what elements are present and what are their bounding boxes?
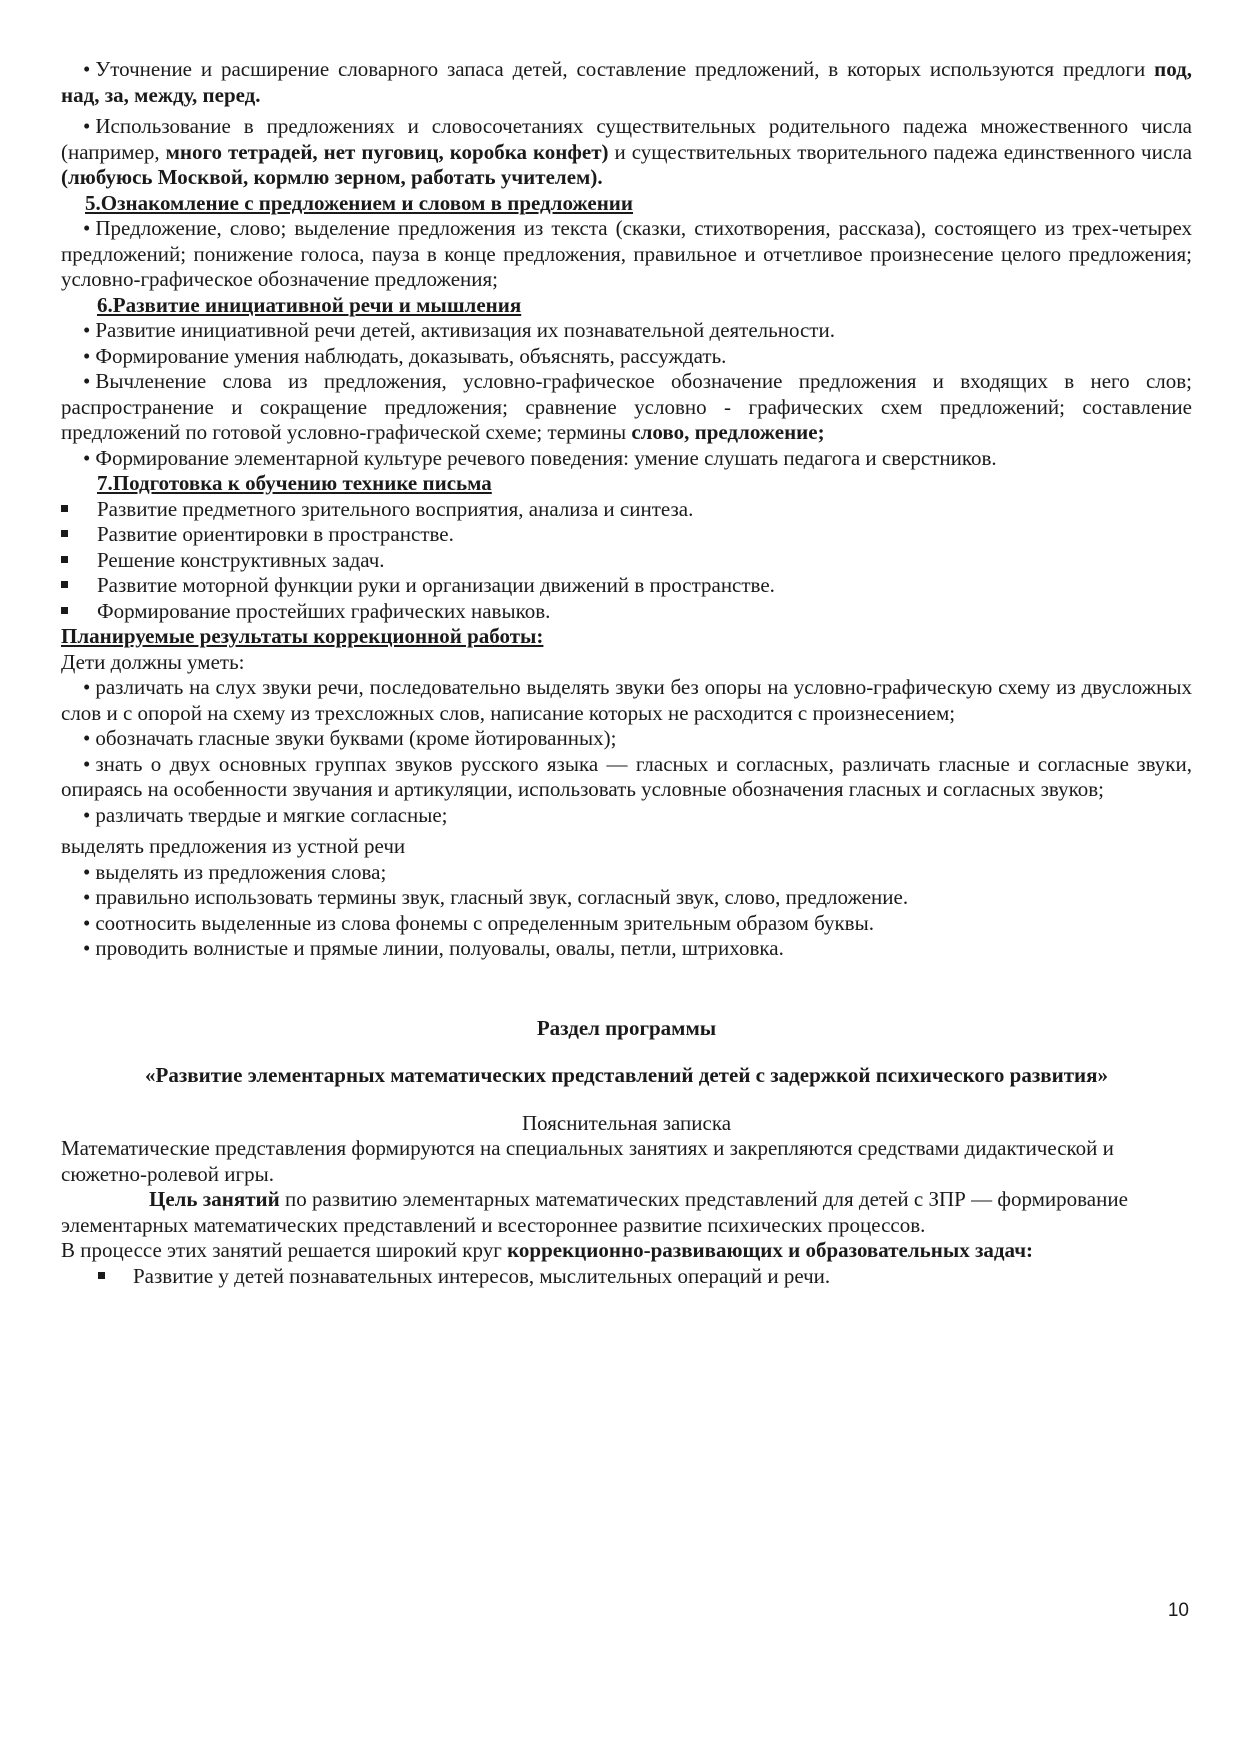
section-heading: 5.Ознакомление с предложением и словом в предложении [85,190,633,215]
list-item: Развитие у детей познавательных интересов, мыслительных операций и речи. [61,1264,1192,1290]
note-title: Пояснительная записка [521,1110,732,1135]
bullet-paragraph: • различать на слух звуки речи, последовательно выделять звуки без опоры на условно-графическую схему из двусложных слов и с опорой на схему из трехсложных слов, написание которых не расходится с произнесением; [61,675,1192,726]
section-title: «Развитие элементарных математических представлений детей с задержкой психического развития» [145,1063,1108,1087]
section-heading: 6.Развитие инициативной речи и мышления [97,292,522,317]
bullet-paragraph: • Предложение, слово; выделение предложения из текста (сказки, стихотворения, рассказа), состоящего из трех-четырех предложений; понижение голоса, пауза в конце предложения, правильное и отчетливое произнесение целого предложения; условно-графическое обозначение предложения; [61,216,1192,293]
section-label: Раздел программы [536,1015,717,1040]
results-intro: Дети должны уметь: [61,649,245,674]
list-item: Формирование простейших графических навыков. [61,599,1192,625]
list-item: Развитие предметного зрительного восприятия, анализа и синтеза. [61,497,1192,523]
page-number: 10 [1167,1600,1189,1621]
document-page [61,57,1192,1289]
plain-paragraph: В процессе этих занятий решается широкий круг коррекционно-развивающих и образовательных задач: [61,1238,1034,1262]
bullet-paragraph: • выделять из предложения слова; [61,860,1192,886]
bullet-paragraph: • правильно использовать термины звук, гласный звук, согласный звук, слово, предложение. [61,885,1192,911]
plain-paragraph: выделять предложения из устной речи [61,834,406,858]
list-item: Развитие ориентировки в пространстве. [61,522,1192,548]
bullet-paragraph: • Использование в предложениях и словосочетаниях существительных родительного падежа множественного числа (например, много тетрадей, нет пуговиц, коробка конфет) и существительных творительного падежа единственного числа (любуюсь Москвой, кормлю зерном, работать учителем). [61,114,1192,191]
bullet-paragraph: • соотносить выделенные из слова фонемы с определенным зрительным образом буквы. [61,911,1192,937]
section-heading: 7.Подготовка к обучению технике письма [97,471,492,495]
list-item: Развитие моторной функции руки и организации движений в пространстве. [61,573,1192,599]
results-heading: Планируемые результаты коррекционной работы: [61,624,544,648]
bullet-paragraph: • Формирование умения наблюдать, доказывать, объяснять, рассуждать. [61,344,1192,370]
bullet-paragraph: • проводить волнистые и прямые линии, полуовалы, овалы, петли, штриховка. [61,936,1192,962]
bullet-paragraph: • Развитие инициативной речи детей, активизация их познавательной деятельности. [61,318,1192,344]
bullet-paragraph: • обозначать гласные звуки буквами (кроме йотированных); [61,726,1192,752]
list-item: Решение конструктивных задач. [61,548,1192,574]
bullet-paragraph: • Формирование элементарной культуре речевого поведения: умение слушать педагога и сверстников. [61,446,1192,472]
plain-paragraph: Цель занятий по развитию элементарных математических представлений для детей с ЗПР — формирование элементарных математических представлений и всестороннее развитие психических процессов. [61,1187,1128,1237]
bullet-paragraph: • различать твердые и мягкие согласные; [61,803,1192,829]
bullet-paragraph: • знать о двух основных группах звуков русского языка — гласных и согласных, различать гласные и согласные звуки, опираясь на особенности звучания и артикуляции, использовать условные обозначения гласных и согласных звуков; [61,752,1192,803]
plain-paragraph: Математические представления формируются на специальных занятиях и закрепляются средствами дидактической и сюжетно-ролевой игры. [61,1136,1114,1186]
bullet-paragraph: • Уточнение и расширение словарного запаса детей, составление предложений, в которых используются предлоги под, над, за, между, перед. [61,57,1192,108]
bullet-paragraph: • Вычленение слова из предложения, условно-графическое обозначение предложения и входящих в него слов; распространение и сокращение предложения; сравнение условно - графических схем предложений; составление предложений по готовой условно-графической схеме; термины слово, предложение; [61,369,1192,446]
